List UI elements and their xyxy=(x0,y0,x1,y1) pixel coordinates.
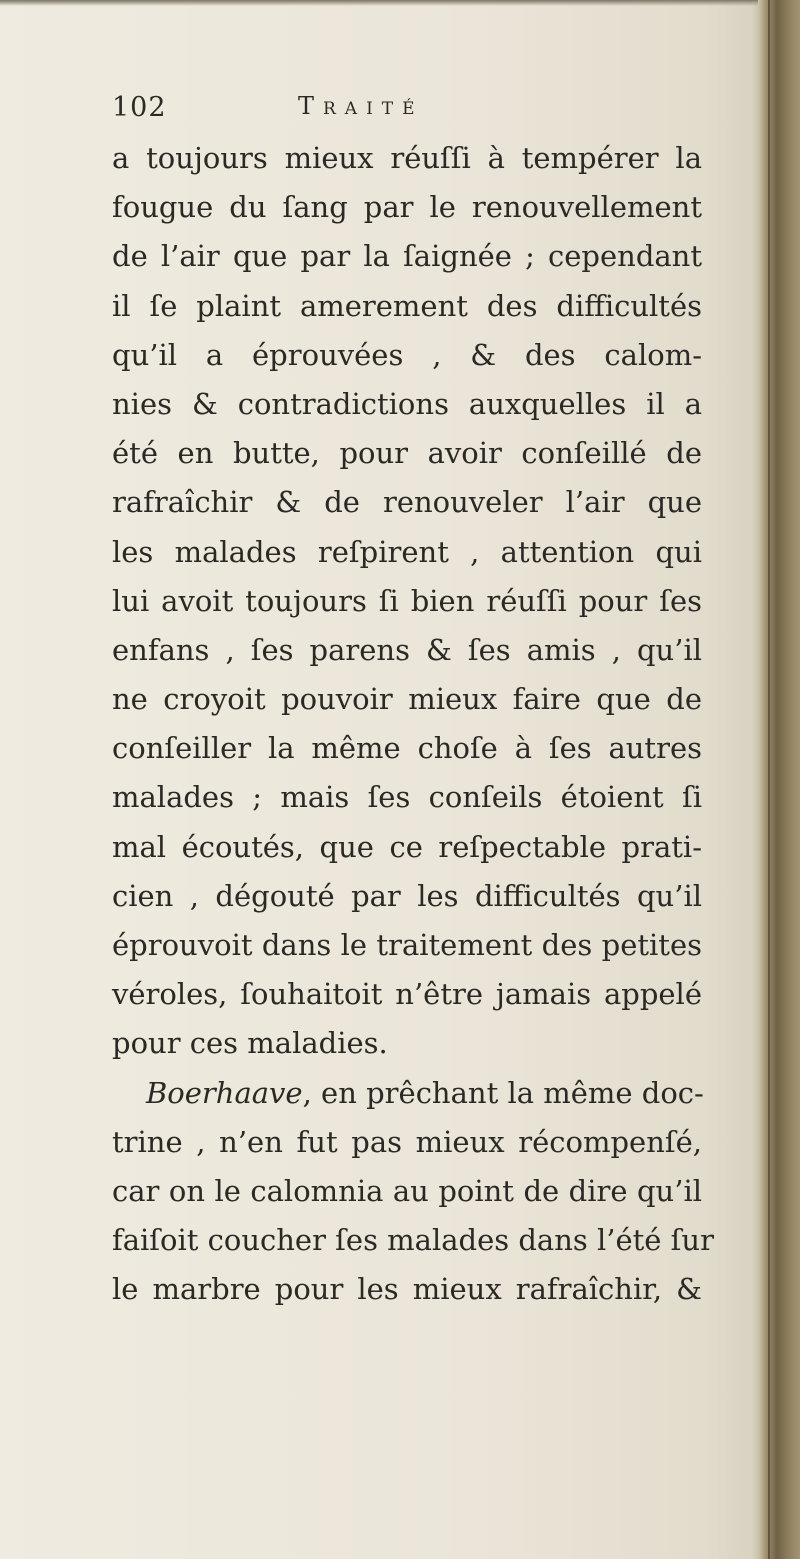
person-name: Boerhaave xyxy=(146,1075,303,1110)
page-binding-edge xyxy=(758,0,800,1559)
running-header xyxy=(112,92,712,132)
text-line: pour ces maladies. xyxy=(112,1026,388,1061)
text-line: les malades reſpirent , attention qui xyxy=(112,534,702,569)
running-title: Traité xyxy=(298,92,424,120)
body-text xyxy=(112,134,714,1315)
text-line: nies & contradictions auxquelles il a xyxy=(112,386,702,421)
text-line: qu’il a éprouvées , & des calom- xyxy=(112,337,702,372)
text-fragment: , en prêchant la même doc- xyxy=(302,1075,704,1110)
text-line: le marbre pour les mieux rafraîchir, & xyxy=(112,1272,702,1307)
text-line: il ſe plaint amerement des difficultés xyxy=(112,288,702,323)
text-line: cien , dégouté par les difficultés qu’il xyxy=(112,878,702,913)
text-line: de l’air que par la ſaignée ; cependant xyxy=(112,239,702,274)
text-line: malades ; mais ſes conſeils étoient ſi xyxy=(112,780,702,815)
text-line: car on le calomnia au point de dire qu’il xyxy=(112,1173,702,1208)
text-line: fougue du ſang par le renouvellement xyxy=(112,190,702,225)
text-line: trine , n’en fut pas mieux récompenſé, xyxy=(112,1124,702,1159)
text-line: éprouvoit dans le traitement des petites xyxy=(112,928,702,962)
text-line: ne croyoit pouvoir mieux faire que de xyxy=(112,682,702,717)
page-top-edge xyxy=(0,0,760,6)
page-number: 102 xyxy=(112,92,167,123)
text-line: a toujours mieux réuſſi à tempérer la xyxy=(112,141,702,175)
text-line: rafraîchir & de renouveler l’air que xyxy=(112,485,702,520)
text-line: été en butte, pour avoir conſeillé de xyxy=(112,436,702,471)
text-line: mal écoutés, que ce reſpectable prati- xyxy=(112,829,702,864)
text-line: faiſoit coucher ſes malades dans l’été ſur xyxy=(112,1223,714,1258)
binding-shadow-line xyxy=(768,0,770,1559)
text-line: enfans , ſes parens & ſes amis , qu’il xyxy=(112,632,702,667)
text-line: conſeiller la même choſe à ſes autres xyxy=(112,731,702,766)
text-line: lui avoit toujours ſi bien réuſſi pour ſes xyxy=(112,583,702,618)
paragraph-opening-line xyxy=(112,1069,702,1118)
text-line: véroles, ſouhaitoit n’être jamais appelé xyxy=(112,977,702,1012)
